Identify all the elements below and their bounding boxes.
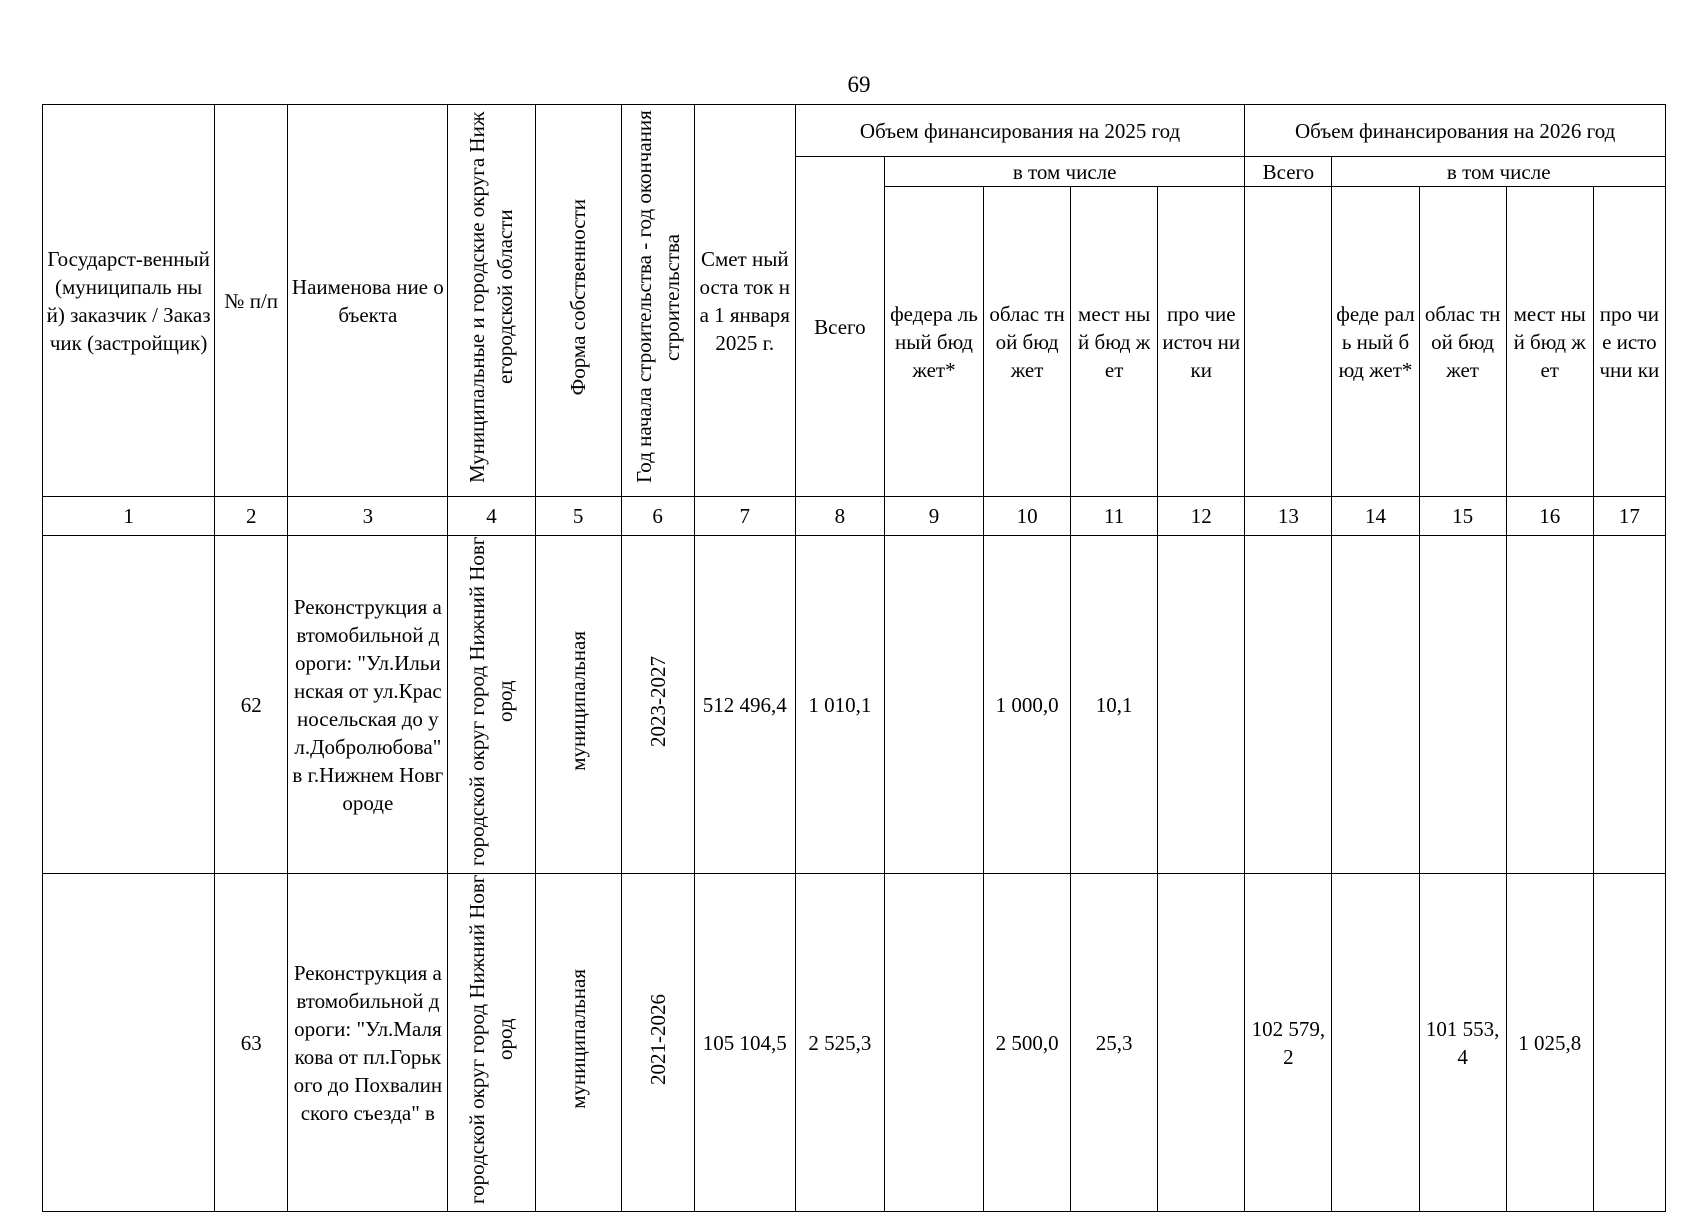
column-number: 7	[694, 497, 795, 536]
column-number: 12	[1158, 497, 1245, 536]
header-federal-2026: феде раль ный бюд жет*	[1332, 187, 1419, 497]
header-local-2026: мест ный бюд жет	[1506, 187, 1593, 497]
row-customer	[43, 874, 215, 1212]
header-total-2025: Всего	[795, 157, 884, 497]
row-federal-2026	[1332, 536, 1419, 874]
row-regional-2025: 1 000,0	[984, 536, 1071, 874]
column-number: 2	[215, 497, 288, 536]
column-number: 4	[448, 497, 535, 536]
row-number: 62	[215, 536, 288, 874]
header-other-2026: про чие исто чни ки	[1593, 187, 1665, 497]
row-federal-2025	[884, 536, 983, 874]
column-number: 8	[795, 497, 884, 536]
row-total-2025: 2 525,3	[795, 874, 884, 1212]
header-estimate-balance: Смет ный оста ток на 1 января 2025 г.	[694, 105, 795, 497]
row-number: 63	[215, 874, 288, 1212]
header-funding-2026: Объем финансирования на 2026 год	[1245, 105, 1666, 157]
column-number: 5	[535, 497, 621, 536]
row-ownership: муниципальная	[535, 874, 621, 1212]
row-other-2025	[1158, 874, 1245, 1212]
header-funding-2025: Объем финансирования на 2025 год	[795, 105, 1245, 157]
row-local-2025: 10,1	[1071, 536, 1158, 874]
row-other-2026	[1593, 874, 1665, 1212]
row-other-2025	[1158, 536, 1245, 874]
table-row	[43, 536, 1666, 874]
column-number: 15	[1419, 497, 1506, 536]
header-regional-2025: облас тной бюд жет	[984, 187, 1071, 497]
row-ownership: муниципальная	[535, 536, 621, 874]
header-ownership: Форма собственности	[535, 105, 621, 497]
header-regional-2026: облас тной бюд жет	[1419, 187, 1506, 497]
row-regional-2026	[1419, 536, 1506, 874]
row-local-2026: 1 025,8	[1506, 874, 1593, 1212]
row-total-2026: 102 579,2	[1245, 874, 1332, 1212]
column-number: 10	[984, 497, 1071, 536]
row-federal-2026	[1332, 874, 1419, 1212]
financing-table	[42, 104, 1666, 1212]
header-local-2025: мест ный бюд жет	[1071, 187, 1158, 497]
page-number: 69	[847, 72, 871, 97]
column-number: 14	[1332, 497, 1419, 536]
row-federal-2025	[884, 874, 983, 1212]
header-total-2026: Всего	[1245, 157, 1332, 187]
header-customer: Государст-венный (муниципаль ный) заказчик / Заказчик (застройщик)	[43, 105, 215, 497]
column-number: 11	[1071, 497, 1158, 536]
header-total-2026-blank	[1245, 187, 1332, 497]
header-including-2025: в том числе	[884, 157, 1244, 187]
row-estimate-balance: 512 496,4	[694, 536, 795, 874]
column-number: 9	[884, 497, 983, 536]
table-row	[43, 874, 1666, 1212]
header-federal-2025: федера льный бюд жет*	[884, 187, 983, 497]
row-local-2025: 25,3	[1071, 874, 1158, 1212]
row-estimate-balance: 105 104,5	[694, 874, 795, 1212]
row-regional-2026: 101 553,4	[1419, 874, 1506, 1212]
header-municipality: Муниципальные и городские округа Нижегородской области	[448, 105, 535, 497]
row-total-2025: 1 010,1	[795, 536, 884, 874]
row-total-2026	[1245, 536, 1332, 874]
row-years: 2023-2027	[621, 536, 694, 874]
header-number: № п/п	[215, 105, 288, 497]
column-number: 3	[288, 497, 448, 536]
header-object-name: Наименова ние объекта	[288, 105, 448, 497]
row-customer	[43, 536, 215, 874]
row-other-2026	[1593, 536, 1665, 874]
row-object-name: Реконструкция автомобильной дороги: "Ул.Ильинская от ул.Красносельская до ул.Добролюбова" в г.Нижнем Новгороде	[288, 536, 448, 874]
row-local-2026	[1506, 536, 1593, 874]
row-object-name: Реконструкция автомобильной дороги: "Ул.Малякова от пл.Горького до Похвалинского съезда" в	[288, 874, 448, 1212]
column-number: 16	[1506, 497, 1593, 536]
row-years: 2021-2026	[621, 874, 694, 1212]
header-including-2026: в том числе	[1332, 157, 1666, 187]
header-years: Год начала строительства - год окончания строительства	[621, 105, 694, 497]
row-regional-2025: 2 500,0	[984, 874, 1071, 1212]
column-number-row	[43, 497, 1666, 536]
column-number: 1	[43, 497, 215, 536]
row-municipality: городской округ город Нижний Новгород	[448, 874, 535, 1212]
column-number: 6	[621, 497, 694, 536]
column-number: 13	[1245, 497, 1332, 536]
header-other-2025: про чие источ ники	[1158, 187, 1245, 497]
column-number: 17	[1593, 497, 1665, 536]
row-municipality: городской округ город Нижний Новгород	[448, 536, 535, 874]
